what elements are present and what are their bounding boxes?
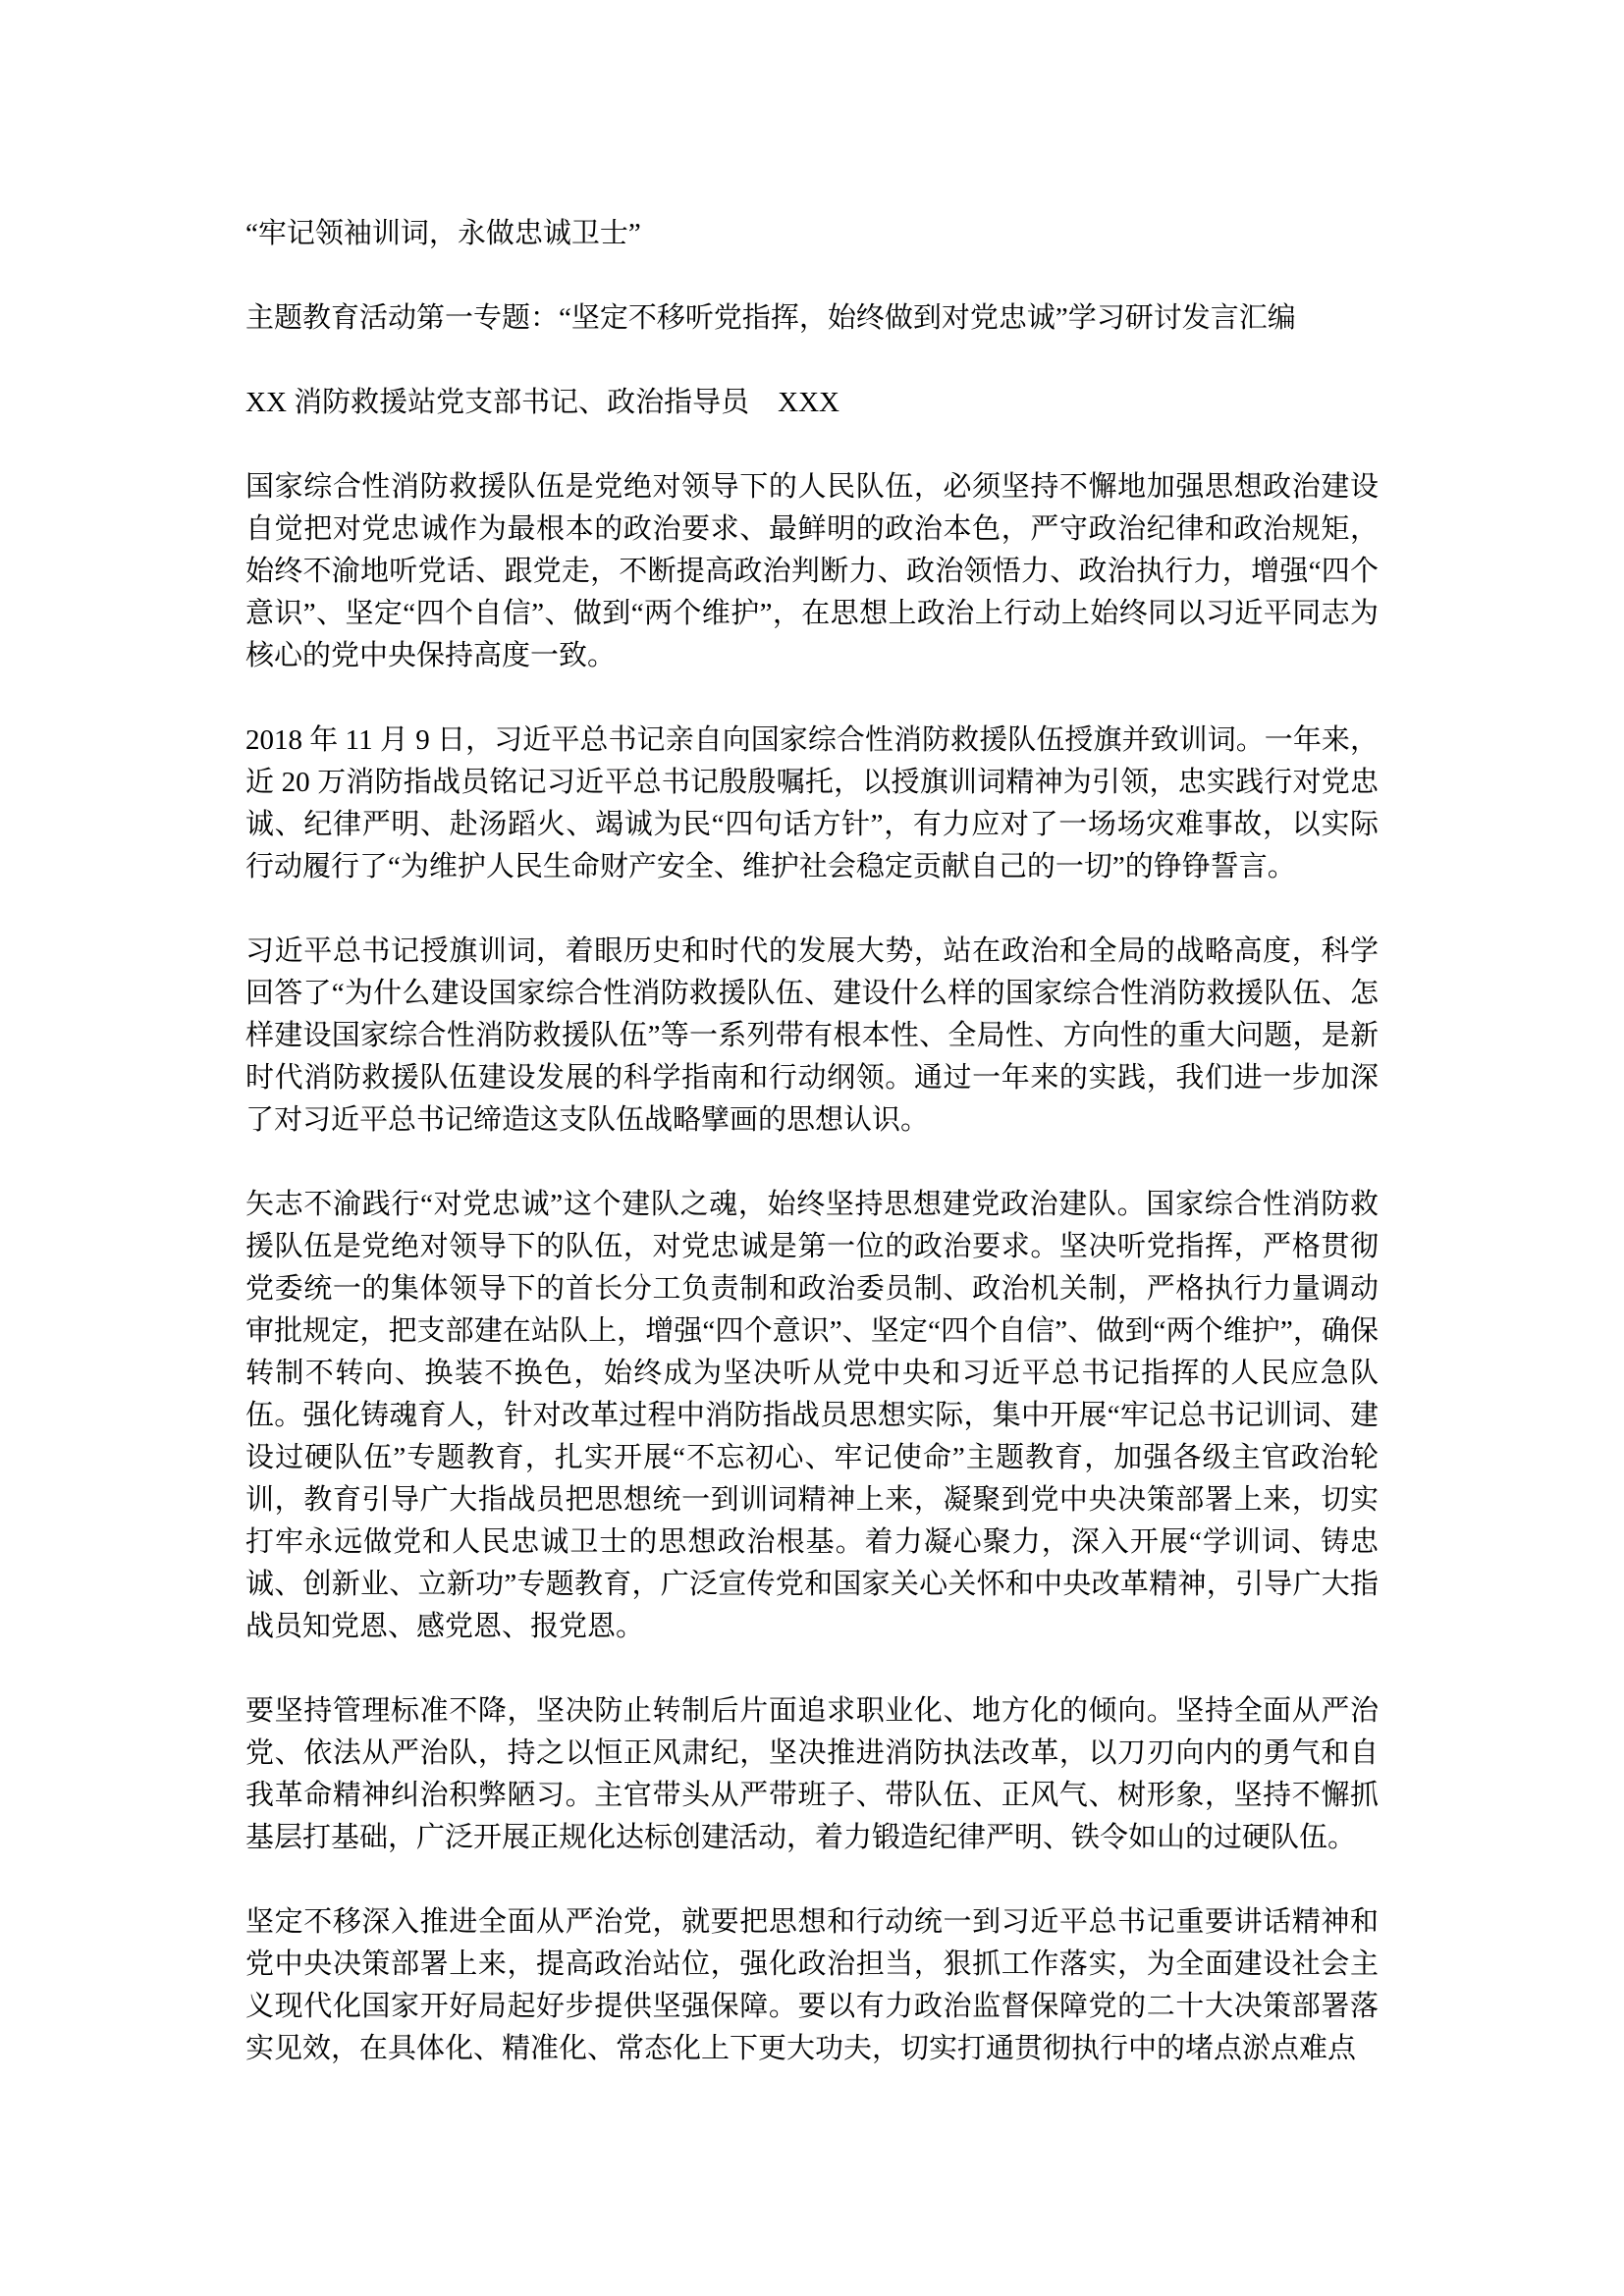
body-paragraph-3: 习近平总书记授旗训词，着眼历史和时代的发展大势，站在政治和全局的战略高度，科学回答了“为什么建设国家综合性消防救援队伍、建设什么样的国家综合性消防救援队伍、怎样建设国家综合性消防救援队伍”等一系列带有根本性、全局性、方向性的重大问题，是新时代消防救援队伍建设发展的科学指南和行动纲领。通过一年来的实践，我们进一步加深了对习近平总书记缔造这支队伍战略擘画的思想认识。 [245,935,1379,1136]
body-paragraph-1: 国家综合性消防救援队伍是党绝对领导下的人民队伍，必须坚持不懈地加强思想政治建设自觉把对党忠诚作为最根本的政治要求、最鲜明的政治本色，严守政治纪律和政治规矩，始终不渝地听党话、跟党走，不断提高政治判断力、政治领悟力、政治执行力，增强“四个意识”、坚定“四个自信”、做到“两个维护”，在思想上政治上行动上始终同以习近平同志为核心的党中央保持高度一致。 [245,471,1379,671]
body-paragraph-6: 坚定不移深入推进全面从严治党，就要把思想和行动统一到习近平总书记重要讲话精神和党中央决策部署上来，提高政治站位，强化政治担当，狠抓工作落实，为全面建设社会主义现代化国家开好局起好步提供坚强保障。要以有力政治监督保障党的二十大决策部署落实见效，在具体化、精准化、常态化上下更大功夫，切实打通贯彻执行中的堵点淤点难点 [245,1906,1379,2064]
document-subtitle: 主题教育活动第一专题：“坚定不移听党指挥，始终做到对党忠诚”学习研讨发言汇编 [245,302,1296,334]
document-title: “牢记领袖训词，永做忠诚卫士” [245,218,641,249]
document-byline: XX 消防救援站党支部书记、政治指导员 XXX [245,387,839,418]
body-paragraph-2: 2018 年 11 月 9 日，习近平总书记亲自向国家综合性消防救援队伍授旗并致训词。一年来，近 20 万消防指战员铭记习近平总书记殷殷嘱托，以授旗训词精神为引领，忠实践行对党忠诚、纪律严明、赴汤蹈火、竭诚为民“四句话方针”，有力应对了一场场灾难事故，以实际行动履行了“为维护人民生命财产安全、维护社会稳定贡献自己的一切”的铮铮誓言。 [245,724,1379,882]
body-paragraph-4: 矢志不渝践行“对党忠诚”这个建队之魂，始终坚持思想建党政治建队。国家综合性消防救援队伍是党绝对领导下的队伍，对党忠诚是第一位的政治要求。坚决听党指挥，严格贯彻党委统一的集体领导下的首长分工负责制和政治委员制、政治机关制，严格执行力量调动审批规定，把支部建在站队上，增强“四个意识”、坚定“四个自信”、做到“两个维护”，确保转制不转向、换装不换色，始终成为坚决听从党中央和习近平总书记指挥的人民应急队伍。强化铸魂育人，针对改革过程中消防指战员思想实际，集中开展“牢记总书记训词、建设过硬队伍”专题教育，扎实开展“不忘初心、牢记使命”主题教育，加强各级主官政治轮训，教育引导广大指战员把思想统一到训词精神上来，凝聚到党中央决策部署上来，切实打牢永远做党和人民忠诚卫士的思想政治根基。着力凝心聚力，深入开展“学训词、铸忠诚、创新业、立新功”专题教育，广泛宣传党和国家关心关怀和中央改革精神，引导广大指战员知党恩、感党恩、报党恩。 [245,1189,1379,1642]
body-paragraph-5: 要坚持管理标准不降，坚决防止转制后片面追求职业化、地方化的倾向。坚持全面从严治党、依法从严治队，持之以恒正风肃纪，坚决推进消防执法改革，以刀刃向内的勇气和自我革命精神纠治积弊陋习。主官带头从严带班子、带队伍、正风气、树形象，坚持不懈抓基层打基础，广泛开展正规化达标创建活动，着力锻造纪律严明、铁令如山的过硬队伍。 [245,1695,1379,1853]
